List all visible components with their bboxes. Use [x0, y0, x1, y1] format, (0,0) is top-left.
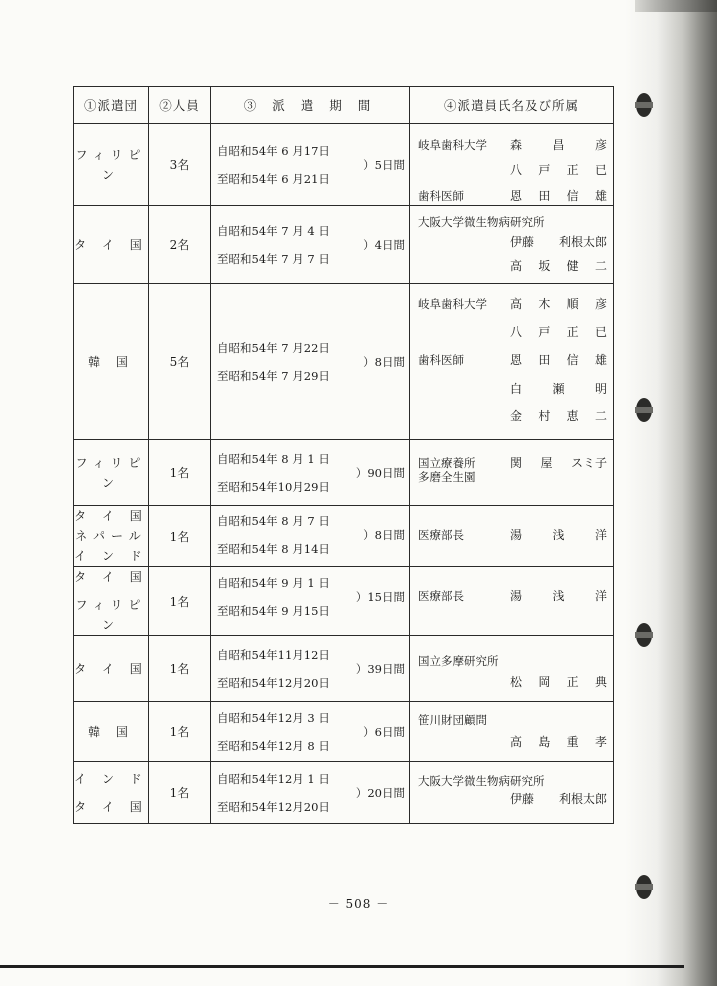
table-row [74, 762, 614, 824]
member-row [418, 232, 607, 252]
member-name-part: 高 [510, 297, 523, 311]
table-row [74, 284, 614, 440]
dispatch-period-cell [211, 206, 410, 284]
period-start: 自昭和54年12月 3 日 [217, 711, 330, 725]
table-row [74, 206, 614, 284]
member-name-part: 戸 [538, 163, 551, 177]
table-row [74, 567, 614, 636]
member-name-part: 雄 [594, 353, 607, 367]
member-name-part: 高 [510, 259, 523, 273]
member-count: 3名 [149, 124, 211, 206]
member-name-part: 已 [594, 325, 607, 339]
member-name-part: 瀬 [552, 382, 565, 396]
binder-ring-icon [633, 90, 655, 120]
member-row [418, 212, 607, 232]
member-affiliation: 医療部長 [418, 589, 464, 603]
country-name: タ イ 国 [74, 570, 148, 584]
members-cell [410, 567, 614, 636]
member-name-part: 松 [510, 675, 523, 689]
table-row [74, 124, 614, 206]
binding-edge-shadow [625, 0, 717, 986]
dispatch-period-cell [211, 506, 410, 567]
period-end: 至昭和54年 7 月29日 [217, 369, 330, 383]
member-name-part: 典 [594, 675, 607, 689]
member-name-part: 戸 [538, 325, 551, 339]
member-name-part: 田 [538, 353, 551, 367]
member-count: 1名 [149, 506, 211, 567]
country-name: タ イ 国 [74, 799, 148, 814]
member-name [510, 586, 607, 606]
member-row [418, 186, 607, 206]
country-name: フィリピン [75, 147, 147, 182]
period-start: 自昭和54年 6 月17日 [217, 144, 330, 158]
member-row [418, 789, 607, 809]
table-header-row [74, 87, 614, 124]
table-row [74, 702, 614, 762]
member-name [510, 732, 607, 752]
member-name [510, 294, 607, 314]
member-name [510, 525, 607, 545]
member-count: 1名 [149, 567, 211, 636]
period-end: 至昭和54年 6 月21日 [217, 172, 330, 186]
member-affiliation: 大阪大学微生物病研究所 [418, 215, 545, 229]
member-name-part: 雄 [594, 189, 607, 203]
member-count: 1名 [149, 702, 211, 762]
country-name: イ ン ド [74, 549, 148, 563]
period-start: 自昭和54年11月12日 [217, 648, 330, 662]
member-row [418, 467, 607, 487]
country-name: タ イ 国 [74, 509, 148, 523]
dispatch-period-cell [211, 702, 410, 762]
member-count: 1名 [149, 440, 211, 506]
period-end: 至昭和54年12月 8 日 [217, 739, 330, 753]
member-affiliation: 歯科医師 [418, 189, 464, 203]
member-name-part: 二 [594, 409, 607, 423]
member-name-part: 伊藤 [510, 235, 535, 249]
member-name-part: 坂 [538, 259, 551, 273]
binder-ring-icon [633, 620, 655, 650]
member-row [418, 135, 607, 155]
dispatch-period-cell [211, 124, 410, 206]
member-name-part: 利根太郎 [558, 235, 607, 249]
header-period: ③ 派 遣 期 間 [211, 87, 410, 124]
member-row [418, 771, 607, 791]
members-cell [410, 702, 614, 762]
member-name-part: 正 [566, 325, 579, 339]
dispatch-period-cell [211, 567, 410, 636]
member-name-part: 八 [510, 163, 523, 177]
dispatch-group-cell [74, 702, 149, 762]
dispatch-group-cell [74, 440, 149, 506]
member-name-part: 田 [538, 189, 551, 203]
member-name-part: 木 [538, 297, 551, 311]
members-cell [410, 762, 614, 824]
period-duration: ）4日間 [363, 238, 405, 252]
member-name-part: 洋 [594, 589, 607, 603]
period-duration: ）5日間 [363, 158, 405, 172]
period-end: 至昭和54年 8 月14日 [217, 542, 330, 556]
member-affiliation: 岐阜歯科大学 [418, 297, 487, 311]
member-affiliation: 国立療養所 [418, 456, 476, 470]
member-name-part: 伊藤 [510, 792, 535, 806]
member-affiliation: 国立多摩研究所 [418, 654, 499, 668]
period-duration: ）39日間 [355, 662, 405, 676]
country-name: フィリピン [75, 455, 147, 490]
page-bottom-rule [0, 965, 684, 968]
members-cell [410, 124, 614, 206]
page-number: － 508 － [327, 897, 390, 911]
member-affiliation: 歯科医師 [418, 353, 464, 367]
period-end: 至昭和54年12月20日 [217, 800, 330, 814]
member-name-part: 浅 [552, 528, 565, 542]
member-name [510, 379, 607, 399]
member-name-part: 彦 [594, 138, 607, 152]
member-name-part: 利根太郎 [558, 792, 607, 806]
table-row [74, 506, 614, 567]
period-duration: ）20日間 [355, 786, 405, 800]
member-row [418, 525, 607, 545]
member-name-part: 岡 [538, 675, 551, 689]
member-name-part: 恩 [510, 353, 523, 367]
period-end: 至昭和54年12月20日 [217, 676, 330, 690]
member-row [418, 350, 607, 370]
member-name [510, 135, 607, 155]
member-name [510, 350, 607, 370]
country-name: タ イ 国 [74, 237, 148, 252]
member-name-part: 彦 [594, 297, 607, 311]
member-name-part: スミ子 [570, 456, 607, 470]
member-row [418, 651, 607, 671]
member-row [418, 732, 607, 752]
period-duration: ）6日間 [363, 725, 405, 739]
member-count: 1名 [149, 636, 211, 702]
member-row [418, 256, 607, 276]
member-row [418, 294, 607, 314]
header-count: ②人員 [149, 87, 211, 124]
members-cell [410, 206, 614, 284]
members-cell [410, 636, 614, 702]
period-end: 至昭和54年10月29日 [217, 480, 330, 494]
period-start: 自昭和54年 9 月 1 日 [217, 576, 330, 590]
member-name [510, 789, 607, 809]
member-name-part: 浅 [552, 589, 565, 603]
country-name: 韓 国 [88, 724, 134, 739]
dispatch-group-cell [74, 124, 149, 206]
member-name-part: 金 [510, 409, 523, 423]
member-name-part: 正 [566, 675, 579, 689]
members-cell [410, 440, 614, 506]
member-count: 2名 [149, 206, 211, 284]
period-duration: ）90日間 [355, 466, 405, 480]
member-name [510, 322, 607, 342]
member-name-part: 孝 [594, 735, 607, 749]
dispatch-group-cell [74, 206, 149, 284]
member-name [510, 186, 607, 206]
dispatch-period-cell [211, 762, 410, 824]
member-name-part: 信 [566, 189, 579, 203]
member-affiliation: 笹川財団顧問 [418, 713, 487, 727]
dispatch-period-cell [211, 440, 410, 506]
dispatch-group-cell [74, 567, 149, 636]
member-affiliation: 多磨全生園 [418, 470, 476, 484]
member-name-part: 已 [594, 163, 607, 177]
member-name-part: 高 [510, 735, 523, 749]
member-row [418, 672, 607, 692]
country-name: ネパール [75, 529, 147, 543]
member-row [418, 586, 607, 606]
table-row [74, 636, 614, 702]
binding-edge-top [635, 0, 717, 12]
header-group: ①派遣団 [74, 87, 149, 124]
dispatch-table [73, 86, 614, 824]
member-affiliation: 大阪大学微生物病研究所 [418, 774, 545, 788]
member-name-part: 湯 [510, 528, 523, 542]
table-row [74, 440, 614, 506]
period-start: 自昭和54年 7 月 4 日 [217, 224, 330, 238]
member-name-part: 恩 [510, 189, 523, 203]
member-name [510, 232, 607, 252]
member-name-part: 湯 [510, 589, 523, 603]
member-affiliation: 岐阜歯科大学 [418, 138, 487, 152]
dispatch-group-cell [74, 506, 149, 567]
member-name-part: 正 [566, 163, 579, 177]
member-name-part: 屋 [540, 456, 553, 470]
period-start: 自昭和54年 7 月22日 [217, 341, 330, 355]
period-duration: ）15日間 [355, 590, 405, 604]
member-name-part: 森 [510, 138, 523, 152]
member-count: 5名 [149, 284, 211, 440]
country-name: 韓 国 [88, 354, 134, 369]
member-name-part: 明 [594, 382, 607, 396]
member-name-part: 島 [538, 735, 551, 749]
member-count: 1名 [149, 762, 211, 824]
member-name-part: 二 [594, 259, 607, 273]
dispatch-period-cell [211, 284, 410, 440]
member-name-part: 白 [510, 382, 523, 396]
dispatch-group-cell [74, 284, 149, 440]
country-name: イ ン ド [74, 771, 148, 786]
dispatch-group-cell [74, 636, 149, 702]
member-row [418, 710, 607, 730]
member-name-part: 昌 [552, 138, 565, 152]
period-end: 至昭和54年 7 月 7 日 [217, 252, 330, 266]
period-end: 至昭和54年 9 月15日 [217, 604, 330, 618]
member-name-part: 健 [566, 259, 579, 273]
member-name-part: 八 [510, 325, 523, 339]
member-affiliation: 医療部長 [418, 528, 464, 542]
country-name: フィリピン [75, 598, 147, 632]
country-name: タ イ 国 [74, 661, 148, 676]
member-row [418, 160, 607, 180]
period-start: 自昭和54年12月 1 日 [217, 772, 330, 786]
member-name-part: 重 [566, 735, 579, 749]
period-duration: ）8日間 [363, 355, 405, 369]
period-duration: ）8日間 [363, 528, 405, 542]
member-row [418, 379, 607, 399]
member-name-part: 洋 [594, 528, 607, 542]
member-name-part: 恵 [566, 409, 579, 423]
member-name [510, 672, 607, 692]
member-name-part: 村 [538, 409, 551, 423]
member-name-part: 関 [510, 456, 523, 470]
binder-ring-icon [633, 395, 655, 425]
member-row [418, 406, 607, 426]
period-start: 自昭和54年 8 月 7 日 [217, 514, 330, 528]
member-name [510, 406, 607, 426]
dispatch-period-cell [211, 636, 410, 702]
period-start: 自昭和54年 8 月 1 日 [217, 452, 330, 466]
header-members: ④派遣員氏名及び所属 [410, 87, 614, 124]
member-name [510, 160, 607, 180]
member-name-part: 信 [566, 353, 579, 367]
dispatch-group-cell [74, 762, 149, 824]
member-name [510, 256, 607, 276]
members-cell [410, 506, 614, 567]
member-name-part: 順 [566, 297, 579, 311]
member-row [418, 322, 607, 342]
members-cell [410, 284, 614, 440]
